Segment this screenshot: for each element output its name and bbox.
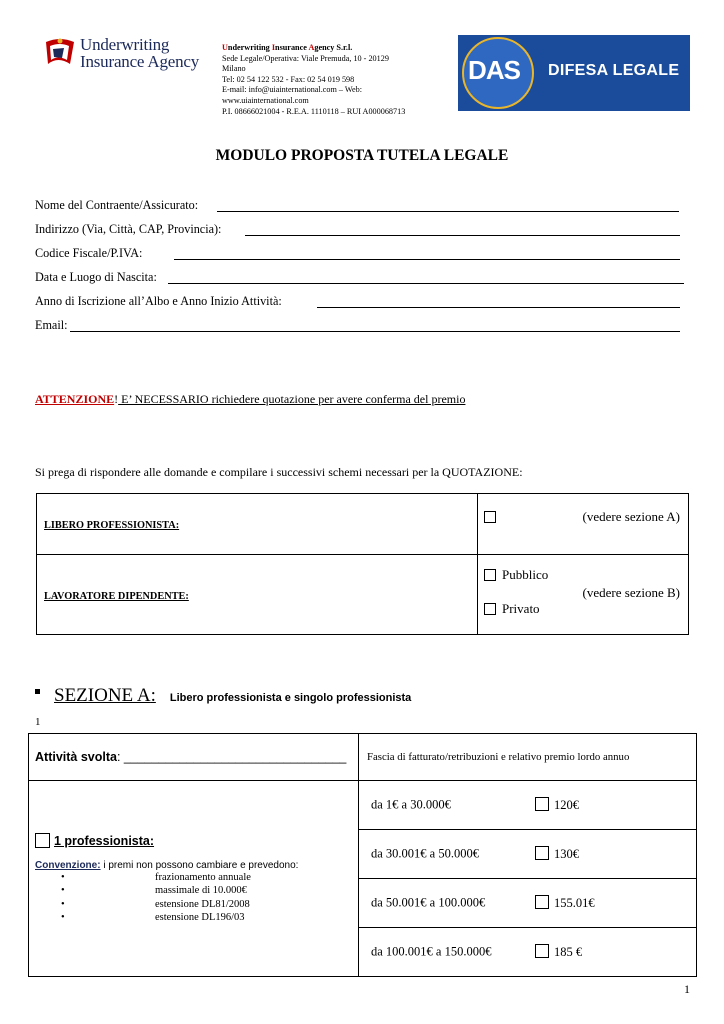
page-number: 1	[684, 982, 690, 996]
convenzione-text	[35, 860, 352, 871]
field-input-iscrizione[interactable]	[317, 307, 680, 308]
libero-cell	[37, 494, 478, 555]
company-website: www.uiainternational.com	[222, 95, 309, 105]
privato-label: Privato	[502, 601, 540, 616]
band-checkbox[interactable]	[535, 944, 549, 958]
section-a-number: 1	[35, 716, 41, 728]
field-input-nascita[interactable]	[168, 283, 684, 284]
section-a-colon: :	[150, 685, 156, 706]
dipendente-label: LAVORATORE DIPENDENTE:	[44, 590, 189, 602]
company-city: Milano	[222, 64, 246, 74]
band-premium	[535, 895, 595, 911]
attivita-label: Attività svolta	[35, 750, 117, 764]
company-contact-block	[222, 43, 452, 117]
company-phone: Tel: 02 54 122 532 - Fax: 02 54 019 598	[222, 74, 355, 84]
bullet-icon	[35, 689, 40, 694]
field-input-codice-fiscale[interactable]	[174, 259, 680, 260]
field-label-nome: Nome del Contraente/Assicurato:	[35, 198, 199, 212]
field-input-email[interactable]	[70, 331, 680, 332]
professionista-cell	[29, 781, 359, 977]
das-logo-text: DAS	[468, 55, 520, 85]
band-range: da 100.001€ a 150.000€	[371, 944, 492, 959]
band-premium-value: 130€	[554, 847, 579, 861]
dipendente-choice-cell	[478, 555, 689, 635]
professionista-checkbox[interactable]	[35, 833, 50, 848]
company-email: E-mail: info@uiainternational.com – Web:	[222, 85, 362, 95]
category-table	[36, 493, 689, 635]
libero-choice-cell	[478, 494, 689, 555]
section-a-subtitle: Libero professionista e singolo professionista	[169, 692, 412, 704]
field-label-codice-fiscale: Codice Fiscale/P.IVA:	[35, 246, 143, 260]
field-label-nascita: Data e Luogo di Nascita:	[35, 270, 157, 284]
clause-item: • estensione DL81/2008	[35, 898, 352, 912]
clauses-list	[35, 871, 352, 925]
band-premium	[535, 944, 582, 960]
instruction-text: Si prega di rispondere alle domande e compilare i successivi schemi necessari per la QUOTAZIONE:	[35, 465, 523, 479]
band-premium	[535, 797, 579, 813]
field-label-email: Email:	[35, 318, 68, 332]
convenzione-label: Convenzione:	[35, 859, 101, 871]
band-row-4	[359, 928, 697, 977]
field-label-iscrizione: Anno di Iscrizione all’Albo e Anno Inizio Attività:	[35, 294, 282, 308]
band-row-1	[359, 781, 697, 830]
band-premium-value: 120€	[554, 798, 579, 812]
band-checkbox[interactable]	[535, 895, 549, 909]
professionista-label: 1 professionista:	[54, 833, 155, 848]
section-a-title: SEZIONE A	[54, 685, 151, 706]
band-premium	[535, 846, 579, 862]
dipendente-ref: (vedere sezione B)	[582, 585, 680, 600]
attention-excl: !	[114, 392, 119, 406]
dipendente-cell	[37, 555, 478, 635]
attention-notice	[35, 392, 465, 407]
uia-logo	[42, 32, 202, 78]
clause-item: • massimale di 10.000€	[35, 884, 352, 898]
clause-item: • estensione DL196/03	[35, 911, 352, 925]
company-address: Sede Legale/Operativa: Viale Premuda, 10 - 20129	[222, 53, 389, 63]
privato-checkbox[interactable]	[484, 603, 496, 615]
band-checkbox[interactable]	[535, 797, 549, 811]
pubblico-label: Pubblico	[502, 567, 549, 582]
section-a-heading	[35, 685, 411, 707]
das-tagline: DIFESA LEGALE	[548, 62, 680, 79]
libero-checkbox[interactable]	[484, 511, 496, 523]
professionista-heading	[35, 833, 352, 848]
field-input-nome[interactable]	[217, 211, 679, 212]
band-premium-value: 185 €	[554, 945, 583, 959]
logo-line-1: Underwriting	[80, 35, 170, 54]
uia-logo-mark-icon	[42, 36, 76, 68]
band-checkbox[interactable]	[535, 846, 549, 860]
convenzione-desc: i premi non possono cambiare e prevedono:	[100, 859, 299, 871]
attivita-input[interactable]: : ________________________________	[116, 750, 347, 764]
company-pi: P.I. 08666021004 - R.E.A. 1110118 – RUI A000068713	[222, 106, 406, 116]
clause-item: • frazionamento annuale	[35, 871, 352, 885]
band-range: da 1€ a 30.000€	[371, 797, 451, 812]
section-a-table	[28, 733, 697, 977]
das-logo	[458, 35, 690, 111]
field-input-indirizzo[interactable]	[245, 235, 680, 236]
band-range: da 50.001€ a 100.000€	[371, 895, 486, 910]
pubblico-checkbox[interactable]	[484, 569, 496, 581]
attention-message: E’ NECESSARIO richiedere quotazione per avere conferma del premio	[118, 392, 466, 406]
band-row-3	[359, 879, 697, 928]
band-row-2	[359, 830, 697, 879]
form-title: MODULO PROPOSTA TUTELA LEGALE	[215, 147, 509, 164]
logo-line-2: Insurance Agency	[80, 52, 200, 71]
attention-word: ATTENZIONE	[35, 392, 115, 406]
libero-ref: (vedere sezione A)	[582, 509, 680, 524]
band-range: da 30.001€ a 50.000€	[371, 846, 479, 861]
libero-label: LIBERO PROFESSIONISTA:	[44, 520, 180, 531]
band-premium-value: 155.01€	[554, 896, 595, 910]
fascia-header: Fascia di fatturato/retribuzioni e relativo premio lordo annuo	[359, 734, 697, 781]
field-label-indirizzo: Indirizzo (Via, Città, CAP, Provincia):	[35, 222, 222, 236]
company-name: Underwriting Insurance Agency S.r.l.	[222, 43, 353, 52]
attivita-cell	[29, 734, 359, 781]
